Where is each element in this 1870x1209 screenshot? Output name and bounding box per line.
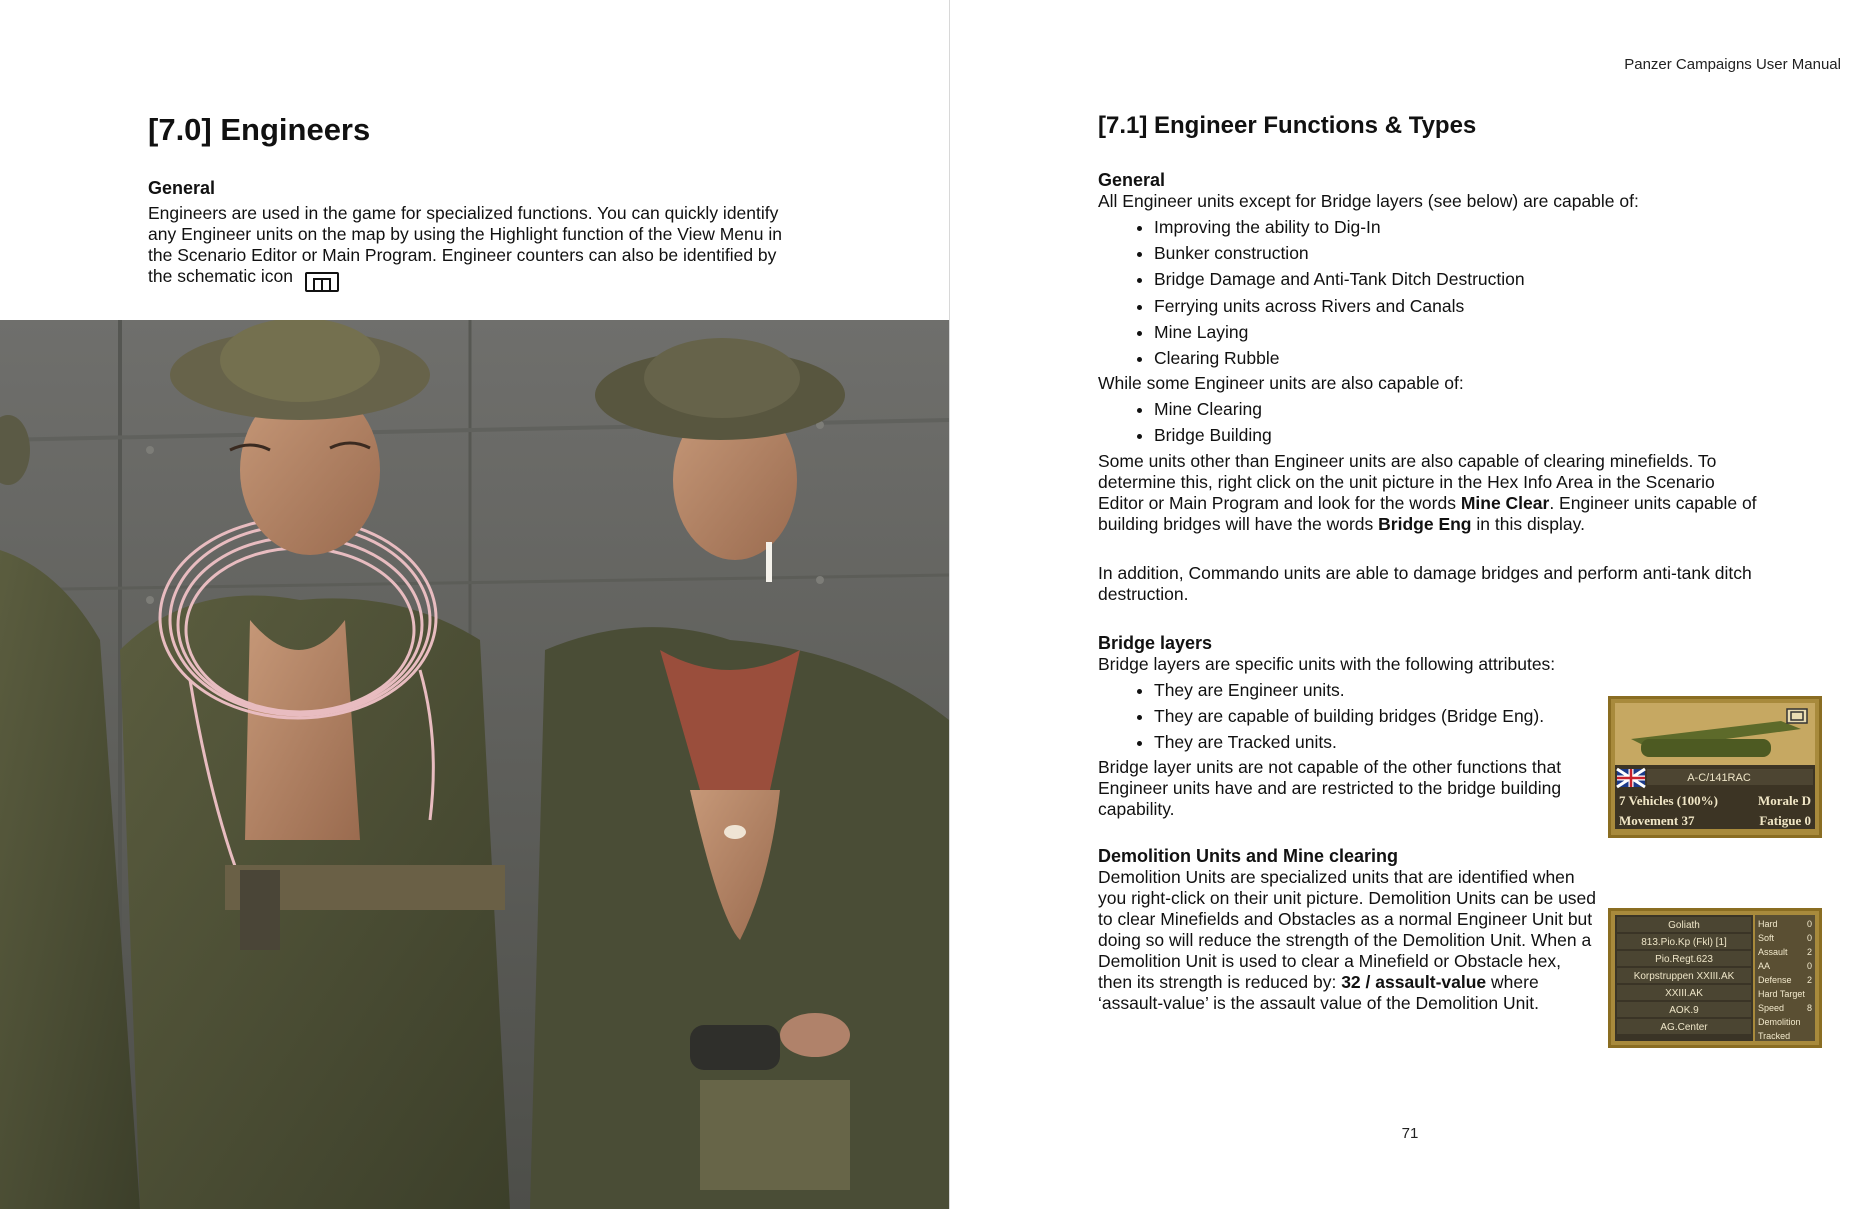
stat-value: 2 bbox=[1806, 947, 1812, 957]
general-paragraph-text: Engineers are used in the game for specialized functions. You can quickly identify any Engineer units on the map by using the Highlight function of the View Menu in the Scenario Editor or Main Program. Engineer counters can also be identified by the schematic icon bbox=[148, 203, 782, 286]
hierarchy-row: AG.Center bbox=[1660, 1022, 1708, 1033]
bridge-layers-intro: Bridge layers are specific units with the following attributes: bbox=[1098, 653, 1556, 674]
stat-label: Hard Target bbox=[1758, 989, 1805, 999]
demolition-para-end: where ‘assault-value’ is the assault value of the Demolition Unit. bbox=[1098, 972, 1539, 1014]
demolition-unit-panel bbox=[1608, 908, 1822, 1048]
list-item: • Bunker construction bbox=[1154, 240, 1758, 266]
list-item: • Bridge Building bbox=[1154, 422, 1758, 448]
stat-value: 0 bbox=[1806, 961, 1812, 971]
unit-movement: Movement 37 bbox=[1619, 813, 1695, 828]
stat-label: Demolition bbox=[1758, 1017, 1801, 1027]
hierarchy-row: Pio.Regt.623 bbox=[1655, 954, 1713, 965]
unit-name: A-C/141RAC bbox=[1687, 772, 1751, 784]
stat-label: Soft bbox=[1758, 933, 1775, 943]
demolition-para-text: Demolition Units are specialized units that are identified when you right-click on their unit picture. Demolition Units can be used to clear Minefields and Obstacles as a normal Engineer Unit but doing so will reduce the strength of the Demolition Unit. When a Demolition Unit is used to clear a Minefield or Obstacle hex, then its strength is reduced by: bbox=[1098, 867, 1597, 993]
list-item: • Clearing Rubble bbox=[1154, 345, 1758, 371]
demolition-paragraph bbox=[1098, 867, 1598, 1014]
mine-clear-para-a: Some units other than Engineer units are also capable of clearing minefields. To determine this, right click on the unit picture in the Hex Info Area in the Scenario Editor or Main Program and look for the words bbox=[1098, 450, 1717, 513]
mine-clear-paragraph bbox=[1098, 451, 1758, 535]
stat-value: 0 bbox=[1806, 933, 1812, 943]
hierarchy-row: 813.Pio.Kp (Fkl) [1] bbox=[1641, 937, 1727, 948]
hierarchy-row: AOK.9 bbox=[1669, 1005, 1699, 1016]
stat-value: 8 bbox=[1806, 1003, 1812, 1013]
some-capabilities-list bbox=[1098, 396, 1758, 448]
section-heading-engineer-functions: [7.1] Engineer Functions & Types bbox=[1098, 112, 1477, 139]
bridge-layers-closing: Bridge layer units are not capable of the other functions that Engineer units have and are restricted to the bridge building capability. bbox=[1098, 757, 1562, 820]
list-item: • Bridge Damage and Anti-Tank Ditch Destruction bbox=[1154, 266, 1758, 292]
list-item: • Improving the ability to Dig-In bbox=[1154, 214, 1758, 240]
general-paragraph bbox=[148, 203, 788, 292]
some-capabilities-intro: While some Engineer units are also capable of: bbox=[1098, 373, 1464, 394]
unit-strength: 7 Vehicles (100%) bbox=[1619, 793, 1718, 808]
demolition-formula: 32 / assault-value bbox=[1341, 972, 1487, 993]
bridge-layers-subheading: Bridge layers bbox=[1098, 632, 1213, 653]
engineers-photo bbox=[0, 320, 949, 1209]
section-heading-engineers: [7.0] Engineers bbox=[148, 112, 371, 147]
stat-label: Assault bbox=[1758, 947, 1788, 957]
capabilities-intro: All Engineer units except for Bridge layers (see below) are capable of: bbox=[1098, 191, 1639, 211]
demolition-panel-graphic bbox=[1611, 911, 1819, 1045]
bridge-layer-counter-graphic bbox=[1611, 699, 1819, 835]
hierarchy-row: XXIII.AK bbox=[1665, 988, 1703, 999]
list-item: • They are Tracked units. bbox=[1154, 729, 1758, 755]
list-item: • Mine Laying bbox=[1154, 319, 1758, 345]
unit-morale: Morale D bbox=[1757, 793, 1811, 808]
hierarchy-row: Goliath bbox=[1668, 920, 1700, 931]
bridge-eng-term: Bridge Eng bbox=[1378, 513, 1472, 534]
engineers-photo-illustration bbox=[0, 320, 949, 1209]
engineer-schematic-icon bbox=[305, 272, 339, 292]
capabilities-list bbox=[1098, 214, 1758, 371]
stat-value: 0 bbox=[1806, 919, 1812, 929]
list-item: • They are capable of building bridges (Bridge Eng). bbox=[1154, 703, 1758, 729]
list-item: • They are Engineer units. bbox=[1154, 677, 1758, 703]
mine-clear-para-b: . Engineer units capable of building bridges will have the words bbox=[1098, 492, 1757, 534]
stat-label: Tracked bbox=[1758, 1031, 1791, 1041]
running-header: Panzer Campaigns User Manual bbox=[1624, 56, 1841, 73]
page-number: 71 bbox=[1401, 1125, 1419, 1142]
general-subheading: General bbox=[148, 178, 216, 198]
unit-fatigue: Fatigue 0 bbox=[1759, 813, 1811, 828]
hierarchy-row: Korpstruppen XXIII.AK bbox=[1633, 971, 1735, 982]
bridge-layer-unit-counter bbox=[1608, 696, 1822, 838]
right-page bbox=[950, 0, 1870, 1209]
right-content bbox=[1098, 170, 1758, 1014]
union-flag-icon bbox=[1617, 769, 1645, 787]
list-item: • Mine Clearing bbox=[1154, 396, 1758, 422]
stat-value: 2 bbox=[1806, 975, 1812, 985]
stat-label: AA bbox=[1758, 961, 1771, 971]
stat-label: Hard bbox=[1758, 919, 1778, 929]
demolition-subheading: Demolition Units and Mine clearing bbox=[1098, 846, 1399, 867]
general-subheading-right: General bbox=[1098, 170, 1166, 190]
stat-label: Speed bbox=[1758, 1003, 1785, 1013]
stat-label: Defense bbox=[1758, 975, 1792, 985]
unit-schematic-icon bbox=[1787, 709, 1807, 723]
commando-paragraph: In addition, Commando units are able to damage bridges and perform anti-tank ditch destruction. bbox=[1098, 562, 1752, 604]
list-item: • Ferrying units across Rivers and Canals bbox=[1154, 293, 1758, 319]
mine-clear-term: Mine Clear bbox=[1460, 492, 1550, 513]
general-block bbox=[148, 178, 788, 292]
mine-clear-para-c: in this display. bbox=[1471, 513, 1585, 534]
